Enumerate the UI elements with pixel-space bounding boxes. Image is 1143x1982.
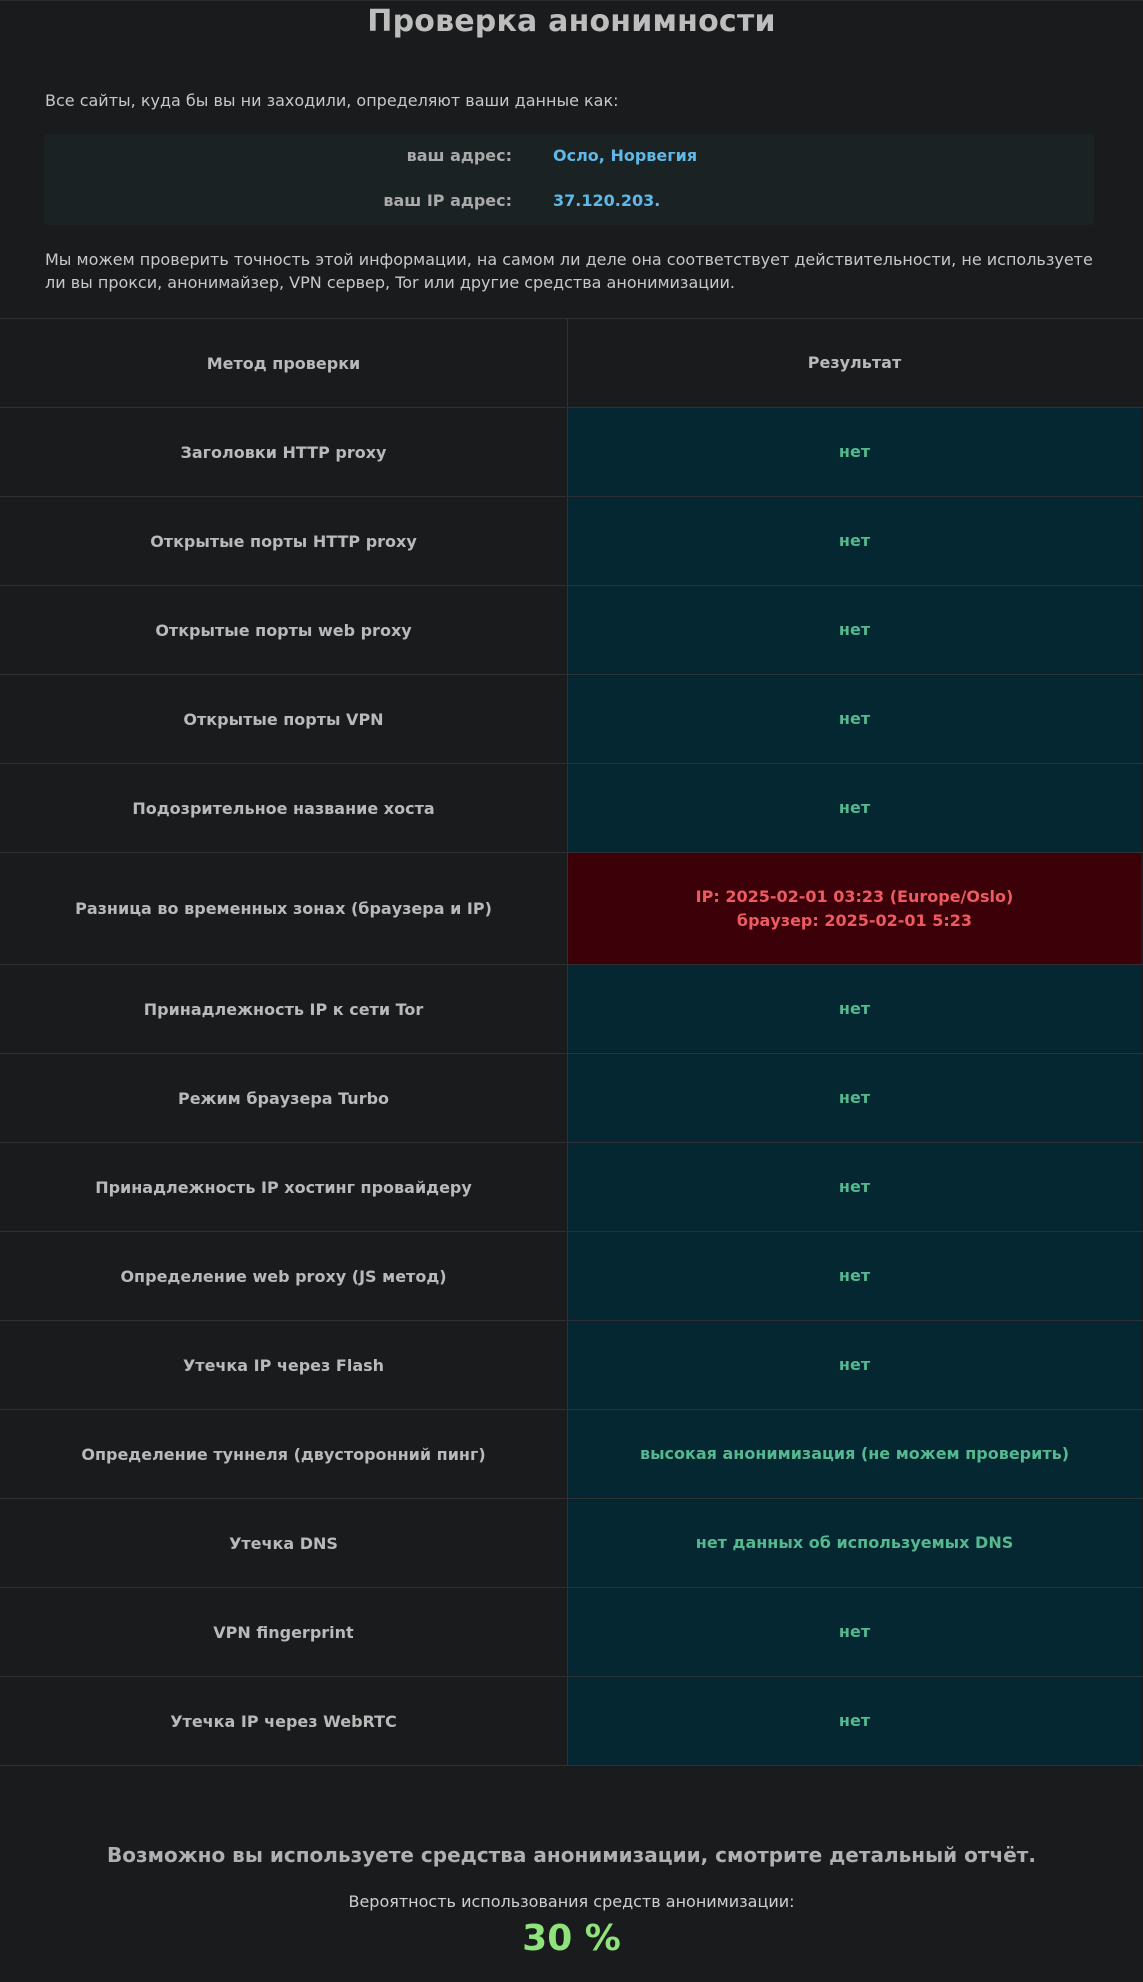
table-row xyxy=(0,1677,1143,1766)
check-result: нет xyxy=(568,1054,1141,1142)
check-method: Утечка IP через WebRTC xyxy=(0,1677,568,1765)
probability-label: Вероятность использования средств анонимизации: xyxy=(348,1892,795,1911)
check-result: нет xyxy=(568,965,1141,1053)
check-method: Открытые порты VPN xyxy=(0,675,568,763)
intro-text: Все сайты, куда бы вы ни заходили, определяют ваши данные как: xyxy=(45,91,619,110)
check-result-timezone xyxy=(568,853,1141,964)
summary-message: Возможно вы используете средства анонимизации, смотрите детальный отчёт. xyxy=(107,1843,1036,1867)
address-label: ваш адрес: xyxy=(406,146,512,165)
detected-info-box xyxy=(44,134,1094,225)
table-row xyxy=(0,965,1143,1054)
check-method: Определение web proxy (JS метод) xyxy=(0,1232,568,1320)
table-row-timezone xyxy=(0,853,1143,965)
table-row xyxy=(0,1410,1143,1499)
check-method: Режим браузера Turbo xyxy=(0,1054,568,1142)
check-method: VPN fingerprint xyxy=(0,1588,568,1676)
top-divider xyxy=(0,0,1143,1)
table-row xyxy=(0,1321,1143,1410)
table-row xyxy=(0,408,1143,497)
check-result: нет xyxy=(568,1588,1141,1676)
check-result: нет xyxy=(568,497,1141,585)
ip-value: 37.120.203. xyxy=(553,191,661,210)
address-value: Осло, Норвегия xyxy=(553,146,698,165)
table-row xyxy=(0,764,1143,853)
table-row xyxy=(0,1232,1143,1321)
check-result: нет xyxy=(568,586,1141,674)
table-row xyxy=(0,675,1143,764)
check-result: нет xyxy=(568,1143,1141,1231)
check-method: Открытые порты HTTP proxy xyxy=(0,497,568,585)
check-result: нет xyxy=(568,675,1141,763)
table-row xyxy=(0,586,1143,675)
check-result: нет xyxy=(568,1321,1141,1409)
check-method: Утечка IP через Flash xyxy=(0,1321,568,1409)
ip-label: ваш IP адрес: xyxy=(383,191,512,210)
table-row xyxy=(0,1143,1143,1232)
check-result: нет xyxy=(568,764,1141,852)
check-result: нет данных об используемых DNS xyxy=(568,1499,1141,1587)
check-result: нет xyxy=(568,1232,1141,1320)
timezone-ip-time: IP: 2025-02-01 03:23 (Europe/Oslo) xyxy=(695,886,1014,906)
checks-table xyxy=(0,318,1143,1766)
timezone-browser-time: браузер: 2025-02-01 5:23 xyxy=(736,910,973,930)
table-row xyxy=(0,497,1143,586)
check-method: Подозрительное название хоста xyxy=(0,764,568,852)
check-result: высокая анонимизация (не можем проверить) xyxy=(568,1410,1141,1498)
probability-value: 30 % xyxy=(522,1918,621,1959)
table-row xyxy=(0,1054,1143,1143)
ip-row xyxy=(44,191,1094,213)
header-method: Метод проверки xyxy=(0,319,568,407)
check-method: Принадлежность IP к сети Tor xyxy=(0,965,568,1053)
table-row xyxy=(0,1499,1143,1588)
header-result: Результат xyxy=(807,353,902,372)
table-header-row xyxy=(0,319,1143,408)
description-text: Мы можем проверить точность этой информации, на самом ли деле она соответствует действительности, не используете ли вы прокси, анонимайзер, VPN сервер, Tor или другие средства анонимизации. xyxy=(45,250,1093,292)
check-result: нет xyxy=(568,1677,1141,1765)
check-method: Открытые порты web proxy xyxy=(0,586,568,674)
table-row xyxy=(0,1588,1143,1677)
check-result: нет xyxy=(568,408,1141,496)
check-method: Заголовки HTTP proxy xyxy=(0,408,568,496)
check-method: Определение туннеля (двусторонний пинг) xyxy=(0,1410,568,1498)
check-method: Разница во временных зонах (браузера и IP) xyxy=(0,853,568,964)
page-title: Проверка анонимности xyxy=(367,4,776,39)
check-method: Принадлежность IP хостинг провайдеру xyxy=(0,1143,568,1231)
check-method: Утечка DNS xyxy=(0,1499,568,1587)
address-row xyxy=(44,146,1094,168)
